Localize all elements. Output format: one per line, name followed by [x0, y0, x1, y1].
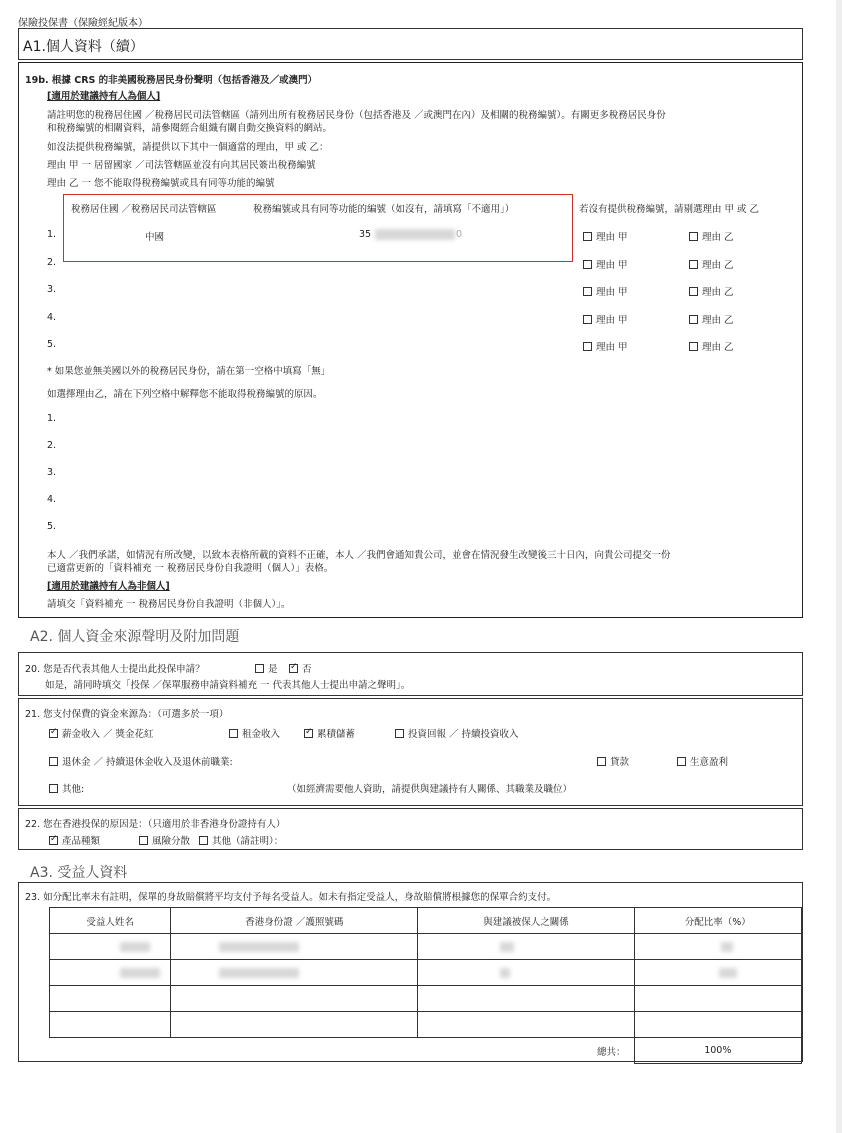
section-a1-title: A1.個人資料（續） — [23, 39, 144, 55]
individual-label: [適用於建議持有人為個人] — [47, 91, 161, 102]
reason-a-checkbox[interactable]: 理由 甲 — [583, 229, 628, 243]
col-name: 受益人姓名 — [50, 908, 171, 934]
reason-a-checkbox[interactable]: 理由 甲 — [583, 257, 628, 271]
para1: 請註明您的稅務居住國 ／稅務居民司法管轄區（請列出所有稅務居民身份（包括香港及 ／或澳門在內）及相關的稅務編號）。有關更多稅務居民身份 — [47, 110, 666, 121]
row-num: 4. — [47, 312, 57, 323]
q20-no[interactable]: ✓ 否 — [289, 661, 312, 675]
para1b: 和稅務編號的相關資料，請參閱經合組織有關自動交換資料的網站。 — [47, 123, 333, 134]
explain-num: 2. — [47, 440, 57, 451]
cell-id[interactable] — [171, 986, 418, 1012]
explain-num: 3. — [47, 467, 57, 478]
fund-loan[interactable]: 貸款 — [597, 754, 629, 768]
row-num: 5. — [47, 339, 57, 350]
fund-rent[interactable]: 租金收入 — [229, 726, 280, 740]
q20-box — [18, 652, 803, 696]
row-num: 3. — [47, 284, 57, 295]
reason-product[interactable]: ✓產品種類 — [49, 833, 100, 847]
q19b-box — [18, 62, 803, 618]
cell-share[interactable] — [634, 1012, 801, 1038]
non-individual-label: [適用於建議持有人為非個人] — [47, 581, 170, 592]
cell-relation[interactable] — [418, 934, 634, 960]
cell-relation[interactable] — [418, 1012, 634, 1038]
explain-num: 1. — [47, 413, 57, 424]
cell-name[interactable] — [50, 960, 171, 986]
col-header-tin: 稅務編號或具有同等功能的編號（如沒有，請填寫「不適用」） — [253, 204, 515, 215]
reason-b-text: 理由 乙 一 您不能取得稅務編號或具有同等功能的編號 — [47, 178, 275, 189]
cell-id[interactable] — [171, 934, 418, 960]
reason-other[interactable]: 其他（請註明）： — [199, 833, 283, 847]
non-individual-text: 請填交「資料補充 一 稅務居民身份自我證明（非個人）」。 — [47, 599, 291, 610]
cell-share[interactable] — [634, 960, 801, 986]
table-row — [50, 934, 802, 960]
q20-text: 20. 您是否代表其他人士提出此投保申請？ — [25, 664, 205, 675]
cell-share[interactable] — [634, 934, 801, 960]
total-row — [50, 1038, 802, 1064]
q22-text: 22. 您在香港投保的原因是：（只適用於非香港身份證持有人） — [25, 819, 286, 830]
q19b-heading: 19b. 根據 CRS 的非美國稅務居民身份聲明（包括香港及／或澳門） — [25, 75, 318, 86]
cell-name[interactable] — [50, 986, 171, 1012]
row-tin[interactable]: 35 — [359, 229, 372, 240]
note-star: * 如果您並無美國以外的稅務居民身份，請在第一空格中填寫「無」 — [47, 366, 331, 377]
reason-b-checkbox[interactable]: 理由 乙 — [689, 339, 734, 353]
para2: 如沒法提供稅務編號，請提供以下其中一個適當的理由，甲 或 乙： — [47, 142, 329, 153]
reason-risk[interactable]: 風險分散 — [139, 833, 190, 847]
table-header — [50, 908, 802, 934]
table-row — [50, 1012, 802, 1038]
undertaking2: 已適當更新的「資料補充 一 稅務居民身份自我證明（個人）」表格。 — [47, 563, 334, 574]
reason-a-checkbox[interactable]: 理由 甲 — [583, 339, 628, 353]
table-row — [50, 960, 802, 986]
q20-followup: 如是，請同時填交「投保 ／保單服務申請資料補充 一 代表其他人士提出申請之聲明」。 — [45, 680, 411, 691]
page-edge — [836, 0, 842, 1133]
cell-share[interactable] — [634, 986, 801, 1012]
fund-other[interactable]: 其他: — [49, 781, 84, 795]
fund-savings[interactable]: ✓ 累積儲蓄 — [304, 726, 355, 740]
col-header-country: 稅務居住國 ／稅務居民司法管轄區 — [71, 204, 217, 215]
section-a2-title: A2. 個人資金來源聲明及附加問題 — [30, 629, 240, 645]
col-relation: 與建議被保人之關係 — [418, 908, 634, 934]
total-label: 總共： — [50, 1038, 635, 1064]
row-num: 2. — [47, 257, 57, 268]
cell-name[interactable] — [50, 934, 171, 960]
redacted-tin — [375, 229, 455, 240]
fund-business[interactable]: 生意盈利 — [677, 754, 728, 768]
form-title: 保險投保書（保險經紀版本） — [18, 18, 148, 29]
cell-id[interactable] — [171, 960, 418, 986]
q23-box — [18, 882, 803, 1062]
col-id: 香港身份證 ／護照號碼 — [171, 908, 418, 934]
beneficiary-table — [49, 907, 802, 1064]
row-tin-end: 0 — [456, 229, 463, 240]
undertaking1: 本人 ／我們承諾，如情況有所改變，以致本表格所載的資料不正確，本人 ／我們會通知貴公司，並會在情況發生改變後三十日內，向貴公司提交一份 — [47, 550, 671, 561]
table-row — [50, 986, 802, 1012]
cell-name[interactable] — [50, 1012, 171, 1038]
cell-relation[interactable] — [418, 960, 634, 986]
fund-pension[interactable]: 退休金 ／ 持續退休金收入及退休前職業: — [49, 754, 233, 768]
cell-relation[interactable] — [418, 986, 634, 1012]
reason-b-checkbox[interactable]: 理由 乙 — [689, 257, 734, 271]
explain-b: 如選擇理由乙，請在下列空格中解釋您不能取得稅務編號的原因。 — [47, 389, 323, 400]
section-a3-title: A3. 受益人資料 — [30, 865, 128, 881]
reason-b-checkbox[interactable]: 理由 乙 — [689, 284, 734, 298]
row-country[interactable]: 中國 — [145, 232, 165, 243]
fund-investment[interactable]: 投資回報 ／ 持續投資收入 — [395, 726, 519, 740]
reason-a-checkbox[interactable]: 理由 甲 — [583, 312, 628, 326]
reason-b-checkbox[interactable]: 理由 乙 — [689, 312, 734, 326]
total-value: 100% — [634, 1038, 801, 1064]
explain-num: 4. — [47, 494, 57, 505]
row-num: 1. — [47, 229, 57, 240]
q21-box — [18, 698, 803, 806]
q20-yes[interactable]: 是 — [255, 661, 278, 675]
fund-other-note: （如經濟需要他人資助，請提供與建議持有人關係、其職業及職位） — [287, 784, 573, 795]
section-a1-header — [18, 28, 803, 60]
reason-b-checkbox[interactable]: 理由 乙 — [689, 229, 734, 243]
reason-a-text: 理由 甲 一 居留國家 ／司法管轄區並沒有向其居民簽出稅務編號 — [47, 160, 316, 171]
q21-text: 21. 您支付保費的資金來源為：（可選多於一項） — [25, 709, 229, 720]
fund-salary[interactable]: ✓薪金收入 ／ 獎金花紅 — [49, 726, 154, 740]
col-header-reason: 若沒有提供稅務編號，請剔選理由 甲 或 乙 — [579, 204, 760, 215]
explain-num: 5. — [47, 521, 57, 532]
reason-a-checkbox[interactable]: 理由 甲 — [583, 284, 628, 298]
q23-text: 23. 如分配比率未有註明，保單的身故賠償將平均支付予每名受益人。如未有指定受益人，身故賠償將根據您的保單合約支付。 — [25, 892, 557, 903]
q22-box — [18, 808, 803, 850]
col-share: 分配比率（%） — [634, 908, 801, 934]
cell-id[interactable] — [171, 1012, 418, 1038]
